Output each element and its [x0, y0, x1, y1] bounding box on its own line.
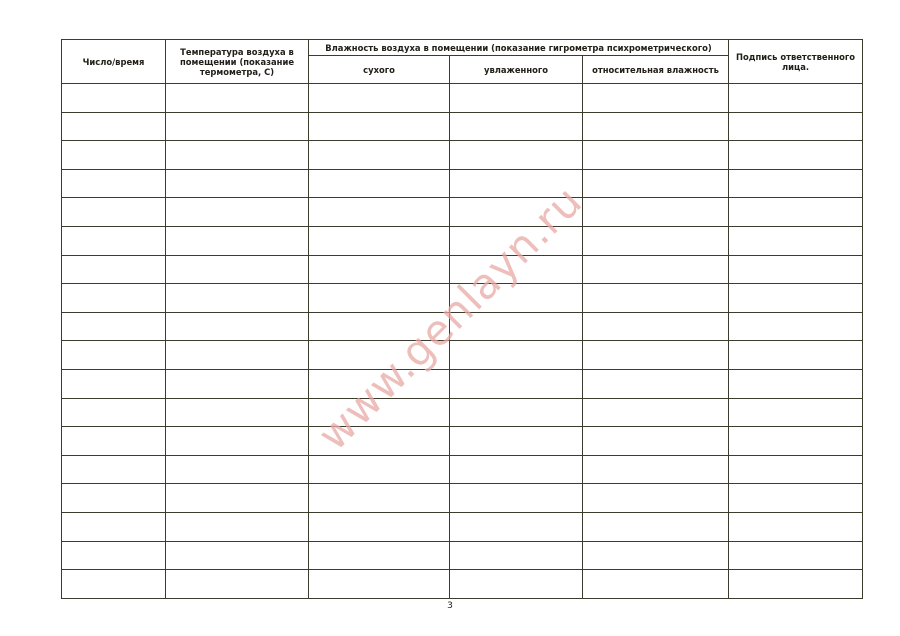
table-cell[interactable]	[62, 427, 166, 456]
table-cell[interactable]	[729, 226, 863, 255]
table-cell[interactable]	[729, 369, 863, 398]
table-cell[interactable]	[729, 169, 863, 198]
table-row	[62, 112, 863, 141]
table-cell[interactable]	[729, 255, 863, 284]
table-cell[interactable]	[729, 341, 863, 370]
table-cell[interactable]	[583, 427, 729, 456]
table-cell[interactable]	[309, 369, 450, 398]
table-cell[interactable]	[583, 141, 729, 170]
table-cell[interactable]	[450, 169, 583, 198]
table-cell[interactable]	[729, 455, 863, 484]
table-cell[interactable]	[62, 541, 166, 570]
table-cell[interactable]	[729, 484, 863, 513]
table-cell[interactable]	[583, 369, 729, 398]
table-cell[interactable]	[166, 484, 309, 513]
table-cell[interactable]	[166, 169, 309, 198]
table-cell[interactable]	[729, 112, 863, 141]
table-cell[interactable]	[166, 427, 309, 456]
table-row	[62, 198, 863, 227]
table-cell[interactable]	[166, 341, 309, 370]
table-cell[interactable]	[729, 141, 863, 170]
table-cell[interactable]	[62, 198, 166, 227]
table-cell[interactable]	[62, 226, 166, 255]
header-humidity-group: Влажность воздуха в помещении (показание гигрометра психрометрического)	[309, 40, 729, 56]
table-row	[62, 141, 863, 170]
table-cell[interactable]	[309, 84, 450, 113]
table-cell[interactable]	[583, 398, 729, 427]
table-cell[interactable]	[450, 570, 583, 599]
table-cell[interactable]	[62, 398, 166, 427]
table-cell[interactable]	[166, 512, 309, 541]
table-cell[interactable]	[450, 427, 583, 456]
header-relative-humidity: относительная влажность	[583, 56, 729, 84]
table-cell[interactable]	[583, 284, 729, 313]
table-cell[interactable]	[62, 112, 166, 141]
watermark-text: www.genlayn.ru	[308, 176, 592, 460]
table-cell[interactable]	[583, 226, 729, 255]
table-cell[interactable]	[62, 255, 166, 284]
table-row	[62, 512, 863, 541]
table-cell[interactable]	[583, 455, 729, 484]
table-row	[62, 541, 863, 570]
table-cell[interactable]	[166, 541, 309, 570]
header-temperature: Температура воздуха в помещении (показание термометра, С)	[166, 40, 309, 84]
table-row	[62, 255, 863, 284]
table-row	[62, 226, 863, 255]
table-cell[interactable]	[166, 398, 309, 427]
table-cell[interactable]	[166, 226, 309, 255]
table-cell[interactable]	[166, 198, 309, 227]
table-cell[interactable]	[166, 455, 309, 484]
table-cell[interactable]	[729, 84, 863, 113]
table-row	[62, 455, 863, 484]
table-row	[62, 284, 863, 313]
table-cell[interactable]	[450, 312, 583, 341]
table-cell[interactable]	[450, 341, 583, 370]
table-body	[62, 84, 863, 599]
table-cell[interactable]	[309, 284, 450, 313]
table-cell[interactable]	[309, 112, 450, 141]
table-row	[62, 84, 863, 113]
table-cell[interactable]	[729, 284, 863, 313]
table-row	[62, 312, 863, 341]
table-cell[interactable]	[583, 198, 729, 227]
table-cell[interactable]	[583, 570, 729, 599]
table-cell[interactable]	[62, 141, 166, 170]
table-cell[interactable]	[62, 341, 166, 370]
table-cell[interactable]	[729, 198, 863, 227]
table-cell[interactable]	[450, 455, 583, 484]
table-cell[interactable]	[166, 84, 309, 113]
table-cell[interactable]	[62, 312, 166, 341]
table-cell[interactable]	[583, 169, 729, 198]
header-date-time: Число/время	[62, 40, 166, 84]
table-cell[interactable]	[450, 198, 583, 227]
table-cell[interactable]	[166, 369, 309, 398]
header-row-top	[62, 40, 863, 56]
table-cell[interactable]	[583, 255, 729, 284]
table-cell[interactable]	[729, 570, 863, 599]
table-cell[interactable]	[309, 512, 450, 541]
table-cell[interactable]	[583, 341, 729, 370]
page-number: 3	[447, 601, 453, 611]
table-cell[interactable]	[166, 141, 309, 170]
table-cell[interactable]	[450, 369, 583, 398]
table-cell[interactable]	[309, 341, 450, 370]
table-cell[interactable]	[583, 312, 729, 341]
table-cell[interactable]	[309, 484, 450, 513]
table-cell[interactable]	[166, 312, 309, 341]
table-cell[interactable]	[583, 112, 729, 141]
table-row	[62, 341, 863, 370]
table-cell[interactable]	[450, 541, 583, 570]
table-cell[interactable]	[166, 570, 309, 599]
table-cell[interactable]	[309, 398, 450, 427]
table-row	[62, 398, 863, 427]
header-dry: сухого	[309, 56, 450, 84]
table-cell[interactable]	[62, 570, 166, 599]
table-cell[interactable]	[309, 427, 450, 456]
table-cell[interactable]	[450, 255, 583, 284]
table-cell[interactable]	[583, 484, 729, 513]
table-cell[interactable]	[450, 284, 583, 313]
table-cell[interactable]	[62, 369, 166, 398]
table-cell[interactable]	[583, 84, 729, 113]
table-cell[interactable]	[729, 398, 863, 427]
table-cell[interactable]	[450, 398, 583, 427]
table-cell[interactable]	[309, 169, 450, 198]
table-cell[interactable]	[729, 512, 863, 541]
table-row	[62, 427, 863, 456]
humidity-log-table	[61, 39, 863, 599]
table-row	[62, 484, 863, 513]
table-cell[interactable]	[583, 541, 729, 570]
header-wet: увлаженного	[450, 56, 583, 84]
table-cell[interactable]	[583, 512, 729, 541]
table-cell[interactable]	[62, 169, 166, 198]
table-cell[interactable]	[166, 255, 309, 284]
table-cell[interactable]	[450, 226, 583, 255]
table-cell[interactable]	[62, 284, 166, 313]
table-cell[interactable]	[450, 112, 583, 141]
table-cell[interactable]	[166, 284, 309, 313]
table-cell[interactable]	[729, 427, 863, 456]
table-cell[interactable]	[450, 484, 583, 513]
table-cell[interactable]	[62, 455, 166, 484]
table-cell[interactable]	[309, 198, 450, 227]
table-cell[interactable]	[729, 312, 863, 341]
table-cell[interactable]	[62, 84, 166, 113]
table-row	[62, 169, 863, 198]
table-cell[interactable]	[309, 141, 450, 170]
table-cell[interactable]	[309, 226, 450, 255]
table-cell[interactable]	[450, 512, 583, 541]
table-cell[interactable]	[450, 141, 583, 170]
header-signature: Подпись ответственного лица.	[729, 40, 863, 84]
table-cell[interactable]	[729, 541, 863, 570]
table-cell[interactable]	[166, 112, 309, 141]
table-cell[interactable]	[450, 84, 583, 113]
table-cell[interactable]	[309, 541, 450, 570]
table-cell[interactable]	[62, 484, 166, 513]
table-row	[62, 570, 863, 599]
table-cell[interactable]	[62, 512, 166, 541]
table-cell[interactable]	[309, 255, 450, 284]
table-cell[interactable]	[309, 570, 450, 599]
table-cell[interactable]	[309, 455, 450, 484]
table-cell[interactable]	[309, 312, 450, 341]
table-row	[62, 369, 863, 398]
